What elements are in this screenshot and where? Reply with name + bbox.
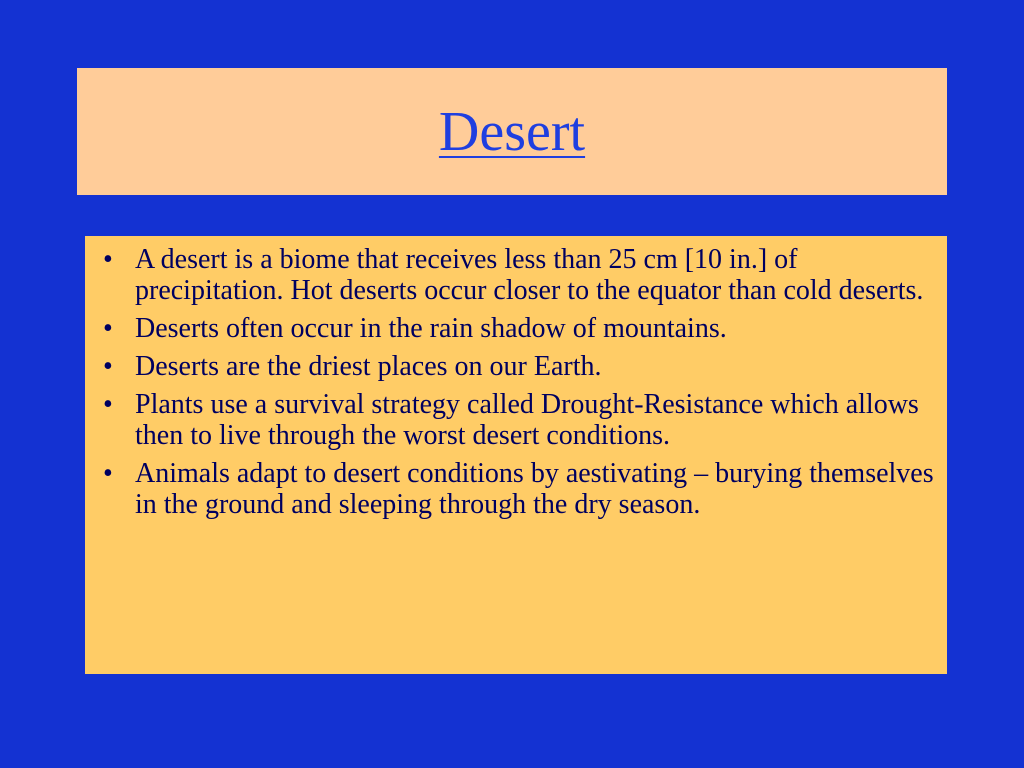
bullet-icon: • bbox=[103, 351, 113, 382]
bullet-item bbox=[97, 351, 937, 382]
page-title[interactable]: Desert bbox=[438, 100, 586, 163]
bullet-item bbox=[97, 458, 937, 520]
bullet-item bbox=[97, 313, 937, 344]
bullet-icon: • bbox=[103, 458, 113, 489]
bullet-icon: • bbox=[103, 244, 113, 275]
bullet-icon: • bbox=[103, 389, 113, 420]
bullet-list bbox=[97, 244, 937, 520]
title-box bbox=[77, 68, 947, 195]
bullet-text: Deserts are the driest places on our Earth. bbox=[135, 351, 602, 382]
bullet-text: Deserts often occur in the rain shadow of mountains. bbox=[135, 313, 727, 344]
bullet-icon: • bbox=[103, 313, 113, 344]
bullet-text: Plants use a survival strategy called Drought-Resistance which allows then to live through the worst desert conditions. bbox=[135, 389, 919, 451]
bullet-text: Animals adapt to desert conditions by aestivating – burying themselves in the ground and sleeping through the dry season. bbox=[135, 458, 934, 520]
bullet-text: A desert is a biome that receives less than 25 cm [10 in.] of precipitation. Hot deserts occur closer to the equator than cold deserts. bbox=[135, 244, 924, 306]
bullet-item bbox=[97, 244, 937, 306]
content-box bbox=[85, 236, 947, 674]
bullet-item bbox=[97, 389, 937, 451]
